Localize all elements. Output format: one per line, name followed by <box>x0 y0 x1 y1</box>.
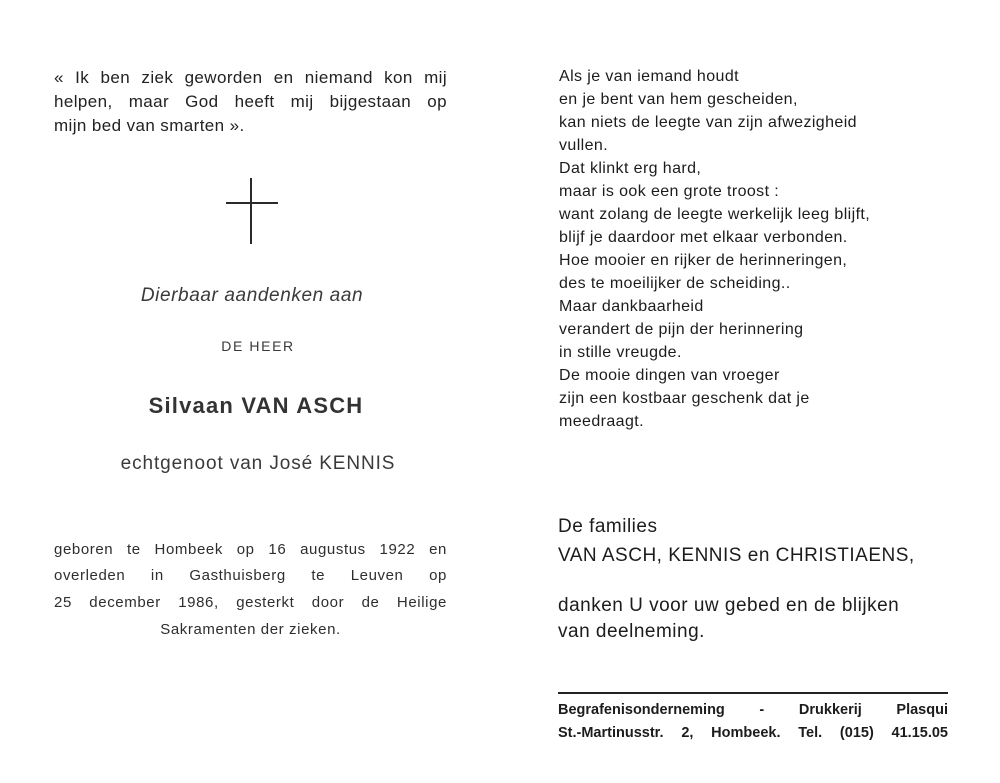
quote-line: mijn bed van smarten ». <box>54 116 245 135</box>
divider <box>558 692 948 694</box>
thanks-line: van deelneming. <box>558 621 705 642</box>
bio-line: geboren te Hombeek op 16 augustus 1922 en <box>54 541 447 558</box>
poem-line: Maar dankbaarheid <box>559 298 704 315</box>
poem-line: Dat klinkt erg hard, <box>559 160 702 177</box>
quote-line: helpen, maar God heeft mij bijgestaan op <box>54 92 447 111</box>
poem-line: Als je van iemand houdt <box>559 68 739 85</box>
poem-line: want zolang de leegte werkelijk leeg blijft, <box>559 206 871 223</box>
printer-line: St.-Martinusstr. 2, Hombeek. Tel. (015) 41.15.05 <box>558 725 948 741</box>
poem-line: meedraagt. <box>559 413 644 430</box>
spouse-line: echtgenoot van José KENNIS <box>120 453 396 474</box>
poem-line: kan niets de leegte van zijn afwezigheid <box>559 114 857 131</box>
poem-line: en je bent van hem gescheiden, <box>559 91 798 108</box>
cross-icon <box>226 178 278 244</box>
thanks-line: danken U voor uw gebed en de blijken <box>558 595 900 616</box>
bio-line: overleden in Gasthuisberg te Leuven op <box>54 567 447 584</box>
poem-line: in stille vreugde. <box>559 344 682 361</box>
deceased-name: Silvaan VAN ASCH <box>148 393 364 418</box>
poem-line: des te moeilijker de scheiding.. <box>559 275 791 292</box>
right-card-page <box>500 0 1000 783</box>
quote-line: « Ik ben ziek geworden en niemand kon mij <box>54 68 447 87</box>
poem-line: De mooie dingen van vroeger <box>559 367 780 384</box>
printer-line: Begrafenisonderneming - Drukkerij Plasqui <box>558 702 948 718</box>
honorific-title: DE HEER <box>221 338 295 354</box>
poem-line: verandert de pijn der herinnering <box>559 321 804 338</box>
poem-line: blijf je daardoor met elkaar verbonden. <box>559 229 848 246</box>
poem-line: vullen. <box>559 137 609 154</box>
in-memory-heading: Dierbaar aandenken aan <box>140 285 364 306</box>
poem-line: zijn een kostbaar geschenk dat je <box>559 390 810 407</box>
families-names: VAN ASCH, KENNIS en CHRISTIAENS, <box>558 545 915 566</box>
poem-line: Hoe mooier en rijker de herinneringen, <box>559 252 848 269</box>
bio-line: 25 december 1986, gesterkt door de Heilige <box>54 594 447 611</box>
poem-line: maar is ook een grote troost : <box>559 183 780 200</box>
families-heading: De families <box>558 516 658 537</box>
bio-line: Sakramenten der zieken. <box>160 621 341 638</box>
